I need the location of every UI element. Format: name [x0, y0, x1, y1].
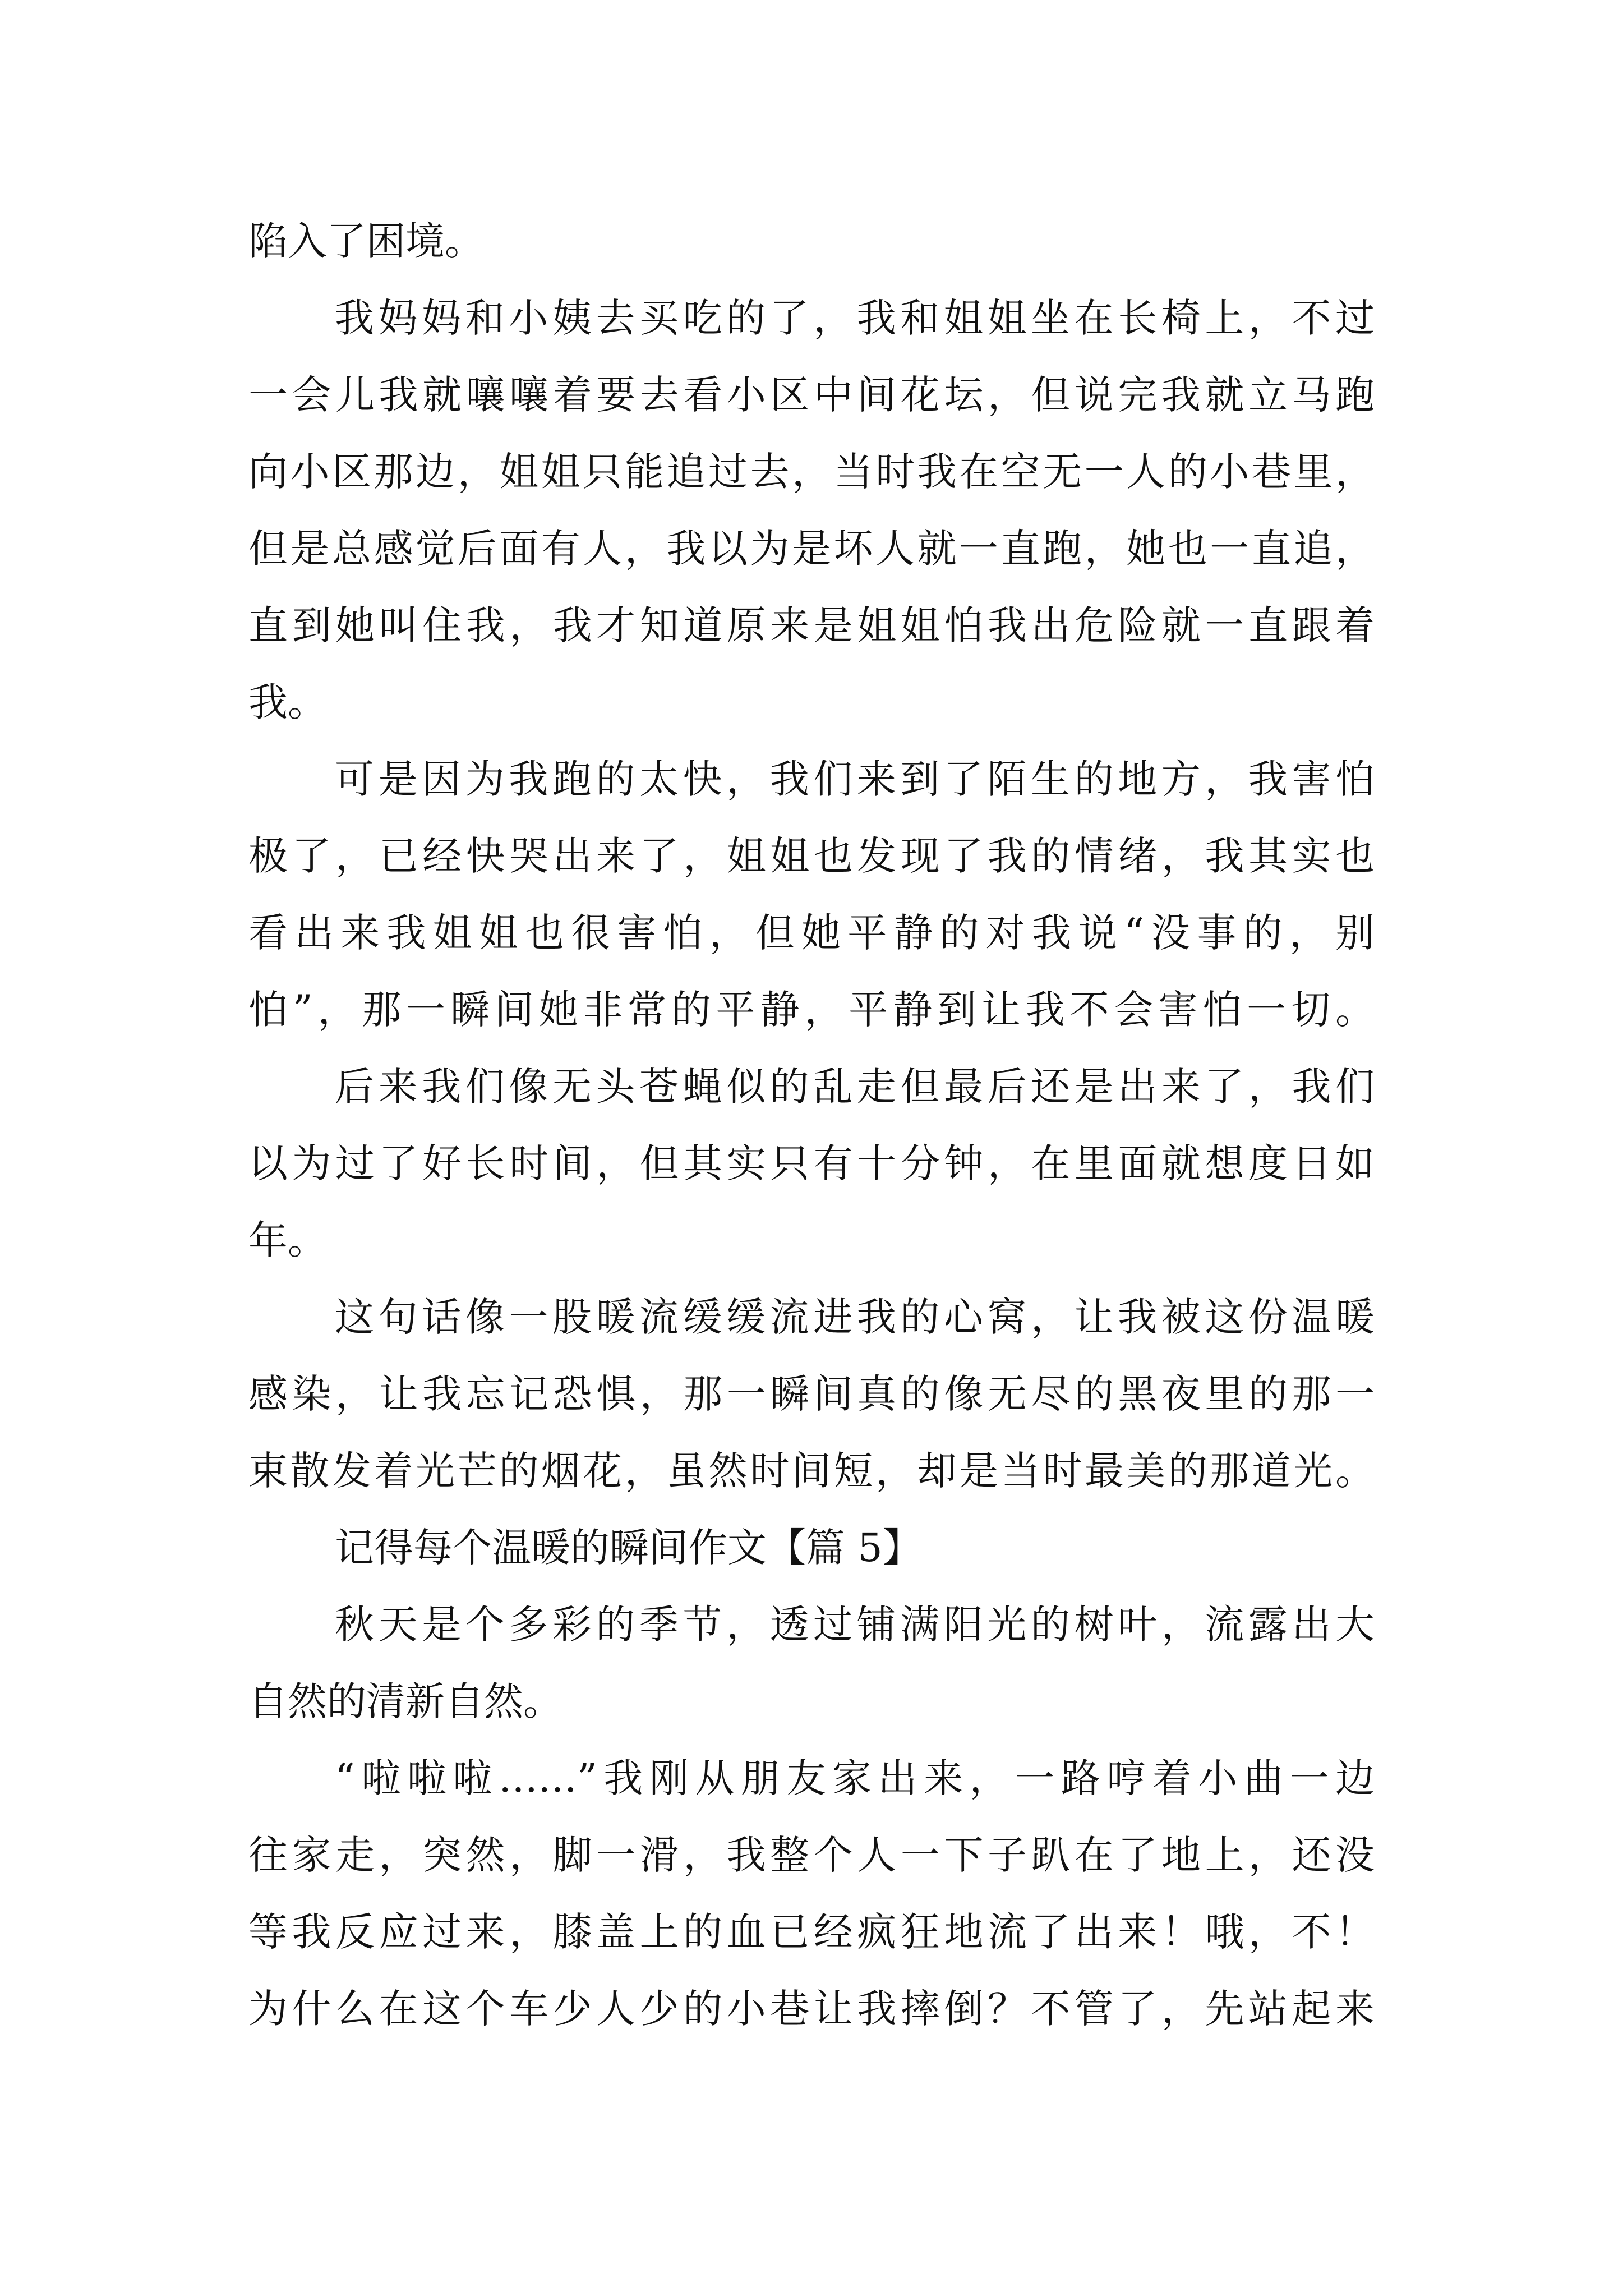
text-line: 一会儿我就嚷嚷着要去看小区中间花坛，但说完我就立马跑 — [248, 372, 1375, 418]
text-line: 我。 — [248, 679, 327, 725]
text-line: 秋天是个多彩的季节，透过铺满阳光的树叶，流露出大 — [335, 1602, 1375, 1648]
text-line: 这句话像一股暖流缓缓流进我的心窝，让我被这份温暖 — [335, 1294, 1375, 1340]
text-line: 我妈妈和小姨去买吃的了，我和姐姐坐在长椅上，不过 — [335, 295, 1375, 341]
text-line: “啦啦啦……”我刚从朋友家出来，一路哼着小曲一边 — [335, 1755, 1375, 1801]
text-line: 后来我们像无头苍蝇似的乱走但最后还是出来了，我们 — [335, 1064, 1375, 1110]
text-line: 为什么在这个车少人少的小巷让我摔倒？不管了，先站起来 — [248, 1986, 1375, 2032]
text-line: 向小区那边，姐姐只能追过去，当时我在空无一人的小巷里， — [248, 449, 1375, 495]
text-line: 以为过了好长时间，但其实只有十分钟，在里面就想度日如 — [248, 1140, 1375, 1186]
text-line: 陷入了困境。 — [248, 218, 484, 264]
text-line: 看出来我姐姐也很害怕，但她平静的对我说“没事的，别 — [248, 910, 1375, 956]
text-line: 可是因为我跑的太快，我们来到了陌生的地方，我害怕 — [335, 756, 1375, 802]
text-line: 极了，已经快哭出来了，姐姐也发现了我的情绪，我其实也 — [248, 833, 1375, 879]
text-line: 往家走，突然，脚一滑，我整个人一下子趴在了地上，还没 — [248, 1832, 1375, 1878]
text-line: 等我反应过来，膝盖上的血已经疯狂地流了出来！哦，不！ — [248, 1909, 1375, 1955]
text-line: 但是总感觉后面有人，我以为是坏人就一直跑，她也一直追， — [248, 526, 1375, 572]
text-line: 怕”，那一瞬间她非常的平静，平静到让我不会害怕一切。 — [248, 987, 1375, 1033]
text-line: 束散发着光芒的烟花，虽然时间短，却是当时最美的那道光。 — [248, 1448, 1375, 1494]
section-heading: 记得每个温暖的瞬间作文【篇 5】 — [335, 1525, 922, 1571]
text-line: 自然的清新自然。 — [248, 1678, 562, 1724]
text-line: 年。 — [248, 1217, 327, 1263]
text-line: 感染，让我忘记恐惧，那一瞬间真的像无尽的黑夜里的那一 — [248, 1371, 1375, 1417]
body-text — [248, 203, 1375, 2047]
text-line: 直到她叫住我，我才知道原来是姐姐怕我出危险就一直跟着 — [248, 602, 1375, 648]
